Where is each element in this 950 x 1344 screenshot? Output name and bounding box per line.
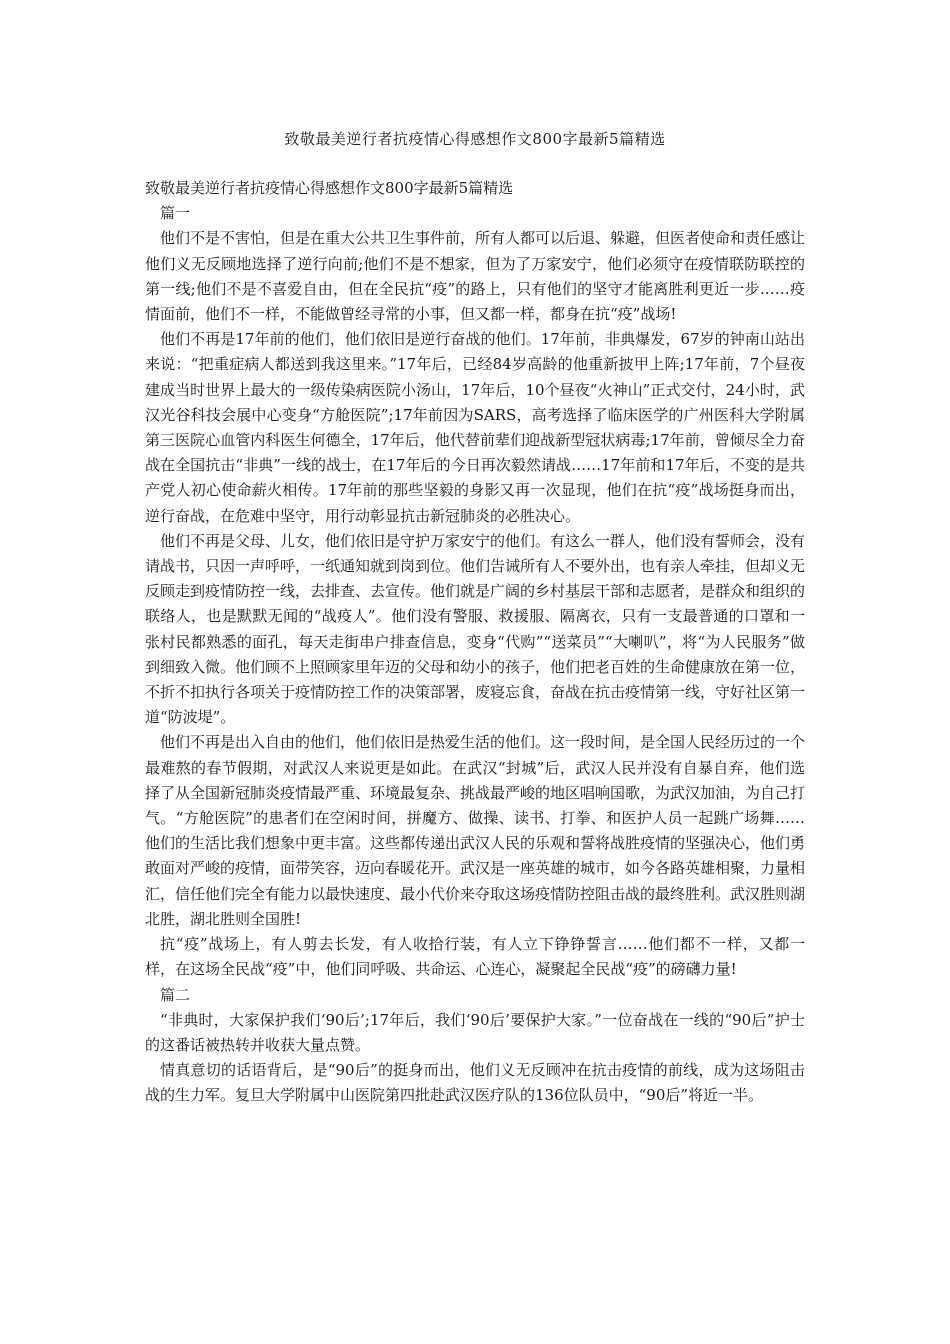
section-label-2: 篇二	[160, 985, 191, 1004]
paragraph: “非典时，大家保护我们‘90后’;17年后，我们‘90后’要保护大家。”一位奋战在一线的“90后”护士的这番话被热转并收获大量点赞。	[145, 1010, 805, 1054]
document-body	[145, 176, 805, 1109]
section-label-1: 篇一	[160, 204, 191, 223]
paragraph: 他们不再是父母、儿女，他们依旧是守护万家安宁的他们。有这么一群人，他们没有誓师会，没有请战书，只因一声呼呼，一纸通知就到岗到位。他们告诫所有人不要外出，也有亲人牵挂，但却义无反顾走到疫情防控一线，去排查、去宣传。他们就是广阔的乡村基层干部和志愿者，是群众和组织的联络人，也是默默无闻的“战疫人”。他们没有警服、救援服、隔离衣，只有一支最普通的口罩和一张村民都熟悉的面孔，每天走街串户排查信息，变身“代购”“送菜员”“大喇叭”，将“为人民服务”做到细致入微。他们顾不上照顾家里年迈的父母和幼小的孩子，他们把老百姓的生命健康放在第一位，不折不扣执行各项关于疫情防控工作的决策部署，废寝忘食，奋战在抗击疫情第一线，守好社区第一道“防波堤”。	[145, 531, 806, 727]
paragraph: 他们不是不害怕，但是在重大公共卫生事件前，所有人都可以后退、躲避，但医者使命和责任感让他们义无反顾地选择了逆行向前;他们不是不想家，但为了万家安宁，他们必须守在疫情联防联控的第一线;他们不是不喜爱自由，但在全民抗“疫”的路上，只有他们的坚守才能离胜利更近一步……疫情面前，他们不一样，不能做曾经寻常的小事，但又都一样，都身在抗“疫”战场!	[145, 229, 806, 324]
paragraph: 情真意切的话语背后，是“90后”的挺身而出，他们义无反顾冲在抗击疫情的前线，成为这场阻击战的生力军。复旦大学附属中山医院第四批赴武汉医疗队的136位队员中，“90后”将近一半。	[145, 1061, 805, 1105]
paragraph: 抗“疫”战场上，有人剪去长发，有人收拾行装，有人立下铮铮誓言……他们都不一样，又都一样，在这场全民战“疫”中，他们同呼吸、共命运、心连心，凝聚起全民战“疫”的磅礴力量!	[145, 935, 805, 979]
paragraph: 他们不再是17年前的他们，他们依旧是逆行奋战的他们。17年前，非典爆发，67岁的钟南山站出来说：“把重症病人都送到我这里来。”17年后，已经84岁高龄的他重新披甲上阵;17年前，7个昼夜建成当时世界上最大的一级传染病医院小汤山，17年后，10个昼夜“火神山”正式交付，24小时，武汉光谷科技会展中心变身“方舱医院”;17年前因为SARS，高考选择了临床医学的广州医科大学附属第三医院心血管内科医生何德全，17年后，他代替前辈们迎战新型冠状病毒;17年前，曾倾尽全力奋战在全国抗击“非典”一线的战士，在17年后的今日再次毅然请战……17年前和17年后，不变的是共产党人初心使命薪火相传。17年前的那些坚毅的身影又再一次显现，他们在抗“疫”战场挺身而出，逆行奋战，在危难中坚守，用行动彰显抗击新冠肺炎的必胜决心。	[145, 330, 805, 525]
document-subtitle: 致敬最美逆行者抗疫情心得感想作文800字最新5篇精选	[145, 179, 514, 197]
paragraph: 他们不再是出入自由的他们，他们依旧是热爱生活的他们。这一段时间，是全国人民经历过的一个最难熬的春节假期，对武汉人来说更是如此。在武汉“封城”后，武汉人民并没有自暴自弃，他们选择了从全国新冠肺炎疫情最严重、环境最复杂、挑战最严峻的地区唱响国歌，为武汉加油，为自己打气。“方舱医院”的患者们在空闲时间，拼魔方、做操、读书、打拳、和医护人员一起跳广场舞……他们的生活比我们想象中更丰富。这些都传递出武汉人民的乐观和誓将战胜疫情的坚强决心，他们勇敢面对严峻的疫情，面带笑容，迈向春暖花开。武汉是一座英雄的城市，如今各路英雄相聚，力量相汇，信任他们完全有能力以最快速度、最小代价来夺取这场疫情防控阻击战的最终胜利。武汉胜则湖北胜，湖北胜则全国胜!	[145, 733, 806, 928]
document-title: 致敬最美逆行者抗疫情心得感想作文800字最新5篇精选	[284, 130, 666, 148]
